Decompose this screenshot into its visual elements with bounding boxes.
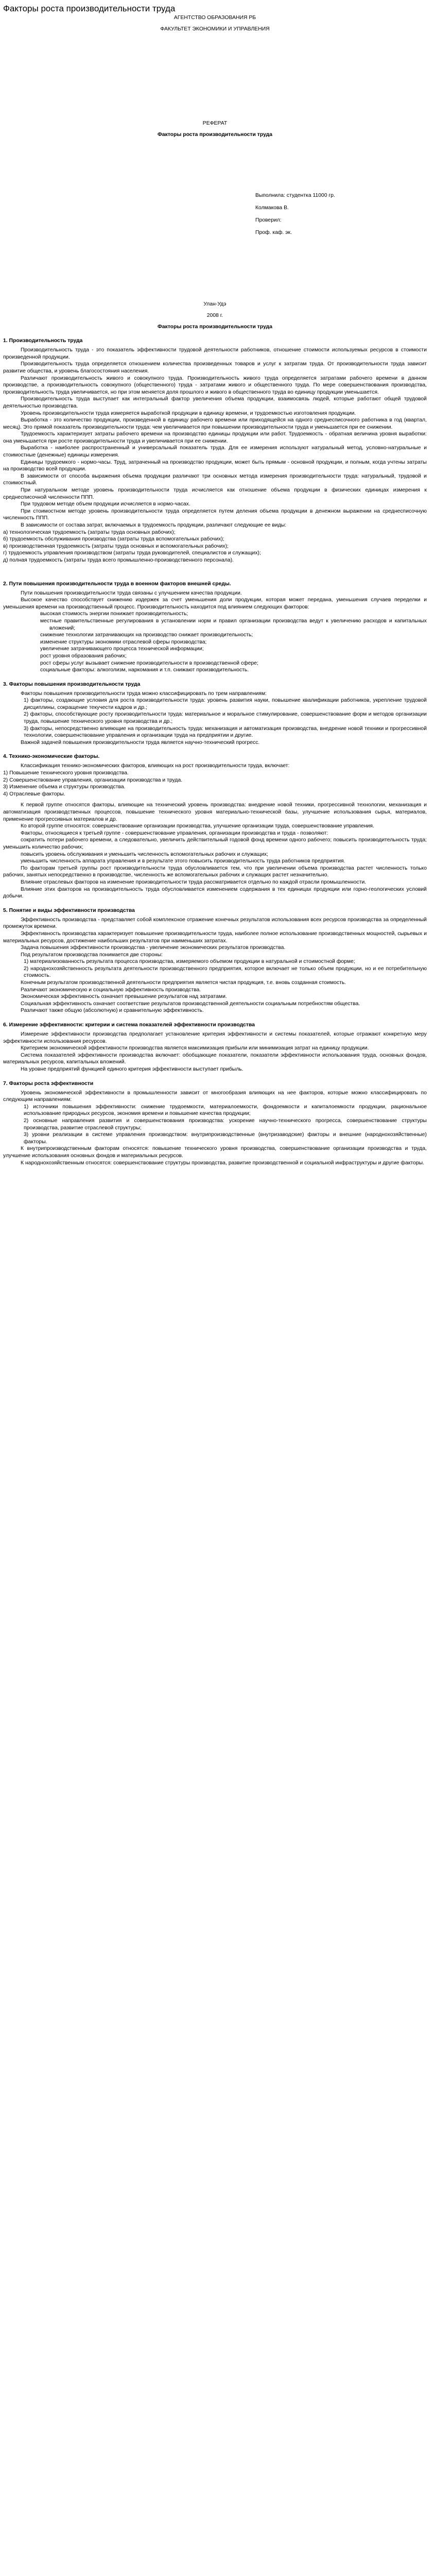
list-item: снижение технологии затрачивающих на производство снижает производительность;: [40, 632, 253, 638]
list-item: рост сферы услуг вызывает снижение производительности в производственной сфере;: [40, 660, 258, 666]
list-item: рост уровня образования рабочих;: [40, 653, 127, 659]
list-item: 3) факторы, непосредственно влияющие на производительность труда: механизация и автоматизация производства, внедрение новой техники и прогрессивной технологии, совершенствование управления и организации труда на предприятии и другие.: [24, 725, 427, 739]
section-title: 6. Измерение эффективности: критерии и система показателей эффективности производства: [3, 1022, 255, 1028]
essay-topic: Факторы роста производительности труда: [158, 131, 272, 138]
paragraph: Производительность труда выступает как интегральный фактор увеличения объема продукции, взаимосвязь людей, которые работают общей трудовой деятельностью производства.: [3, 396, 427, 409]
section-title: 5. Понятие и виды эффективности производства: [3, 907, 135, 913]
main-title: Факторы роста производительности труда: [158, 324, 272, 330]
paragraph: Единицы трудоемкого - нормо-часы. Труд, затраченный на производство продукции, может быть прямым - основной продукции, и полным, когда учтены затраты на производство всей продукции.: [3, 459, 427, 472]
section-title: 1. Производительность труда: [3, 338, 83, 344]
author-line: Колмакова В.: [255, 205, 289, 211]
paragraph: При стоимостном методе уровень производительности труда определяется путем деления объема продукции в денежном выражении на среднесписочную численность ППП.: [3, 508, 427, 521]
list-item: б) трудоемкость обслуживания производства (затраты труда вспомогательных рабочих);: [3, 536, 224, 543]
essay-type: РЕФЕРАТ: [202, 121, 228, 127]
list-item: 1) Повышение технического уровня производства.: [3, 770, 129, 776]
author-line: Проф. каф. эк.: [255, 230, 292, 236]
paragraph: Уровень экономической эффективности в промышленности зависит от многообразия влияющих на нее факторов, которые можно классифицировать по следующим направлениям:: [3, 1090, 427, 1103]
paragraph: По факторам третьей группы рост производительности труда обусловливается тем, что при увеличении объема производства растет численность только рабочих, занятых непосредственно в производстве, численность же вспомогательных рабочих и служащих растет незначительно.: [3, 865, 427, 878]
paragraph: Эффективность производства характеризует повышение производительности труда, наиболее полное использование производственных мощностей, сырьевых и материальных ресурсов, достижение наибольших результатов при наименьших затратах.: [3, 930, 427, 944]
paragraph: При натуральном методе уровень производительности труда исчисляется как отношение объема продукции в физических единицах измерения к среднесписочной численности ППП.: [3, 487, 427, 500]
list-item: 2) факторы, способствующие росту производительности труда: материальное и моральное стимулирование, совершенствование форм и методов организации труда, повышение технического уровня производства и др.;: [24, 711, 427, 725]
list-item: 2) Совершенствование управления, организации производства и труда.: [3, 777, 183, 783]
city: Улан-Удэ: [203, 301, 226, 308]
list-item: г) трудоемкость управления производством (затраты труда руководителей, специалистов и служащих);: [3, 550, 261, 556]
paragraph: Высокое качество способствует снижению издержек за счет уменьшения доли продукции, которая может передана, уменьшения случаев переделки и уменьшения времени на производственный процесс. Производительность находится под влиянием следующих факторов:: [3, 597, 427, 610]
paragraph: Влияние отраслевых факторов на изменение производительности труда рассматривается отдельно по каждой отрасли промышленности.: [21, 879, 367, 885]
paragraph: В зависимости от способа выражения объема продукции различают три основных метода измерения производительности труда: натуральный, трудовой и стоимостный.: [3, 473, 427, 486]
section-title: 4. Технико-экономические факторы.: [3, 754, 100, 760]
paragraph: уменьшить численность аппарата управления и в результате этого повысить производительность труда работников предприятия.: [21, 858, 345, 865]
list-item: в) производственная трудоемкость (затраты труда основных и вспомогательных рабочих);: [3, 543, 229, 549]
list-item: 1) факторы, создающие условия для роста производительности труда: уровень развития науки, повышение квалификации работников, укрепление трудовой дисциплины, сокращение текучести кадров и др.;: [24, 698, 427, 710]
faculty-line: ФАКУЛЬТЕТ ЭКОНОМИКИ И УПРАВЛЕНИЯ: [160, 26, 270, 32]
author-info: [255, 190, 436, 239]
paragraph: Выработка - это количество продукции, произведенной в единицу рабочего времени или приходящейся на одного среднесписочного работника в год (квартал, месяц). Это прямой показатель производительности труда: чем увеличивается при повышении производительности труда и уменьшается при ее снижении.: [3, 417, 427, 430]
paragraph: Трудоемкость характеризует затраты рабочего времени на производство единицы продукции или работ. Трудоемкость - обратная величина уровня выработки: она уменьшается при росте производительности труда и увеличивается при ее снижении.: [3, 431, 427, 444]
list-item: местные правительственные регулирования в установлении норм и правил организации производства ведут к увеличению расходов и капитальных вложений;: [40, 618, 427, 631]
list-item: 4) Отраслевые факторы.: [3, 791, 65, 797]
paragraph: Факторы повышения производительности труда можно классифицировать по трем направлениям:: [21, 690, 267, 697]
paragraph: Факторы, относящиеся к третьей группе - совершенствование управления, организации производства и труда - позволяют:: [21, 830, 328, 836]
list-item: а) технологическая трудоемкость (затраты труда основных рабочих);: [3, 529, 176, 535]
author-line: Проверил:: [255, 217, 282, 224]
paragraph: При трудовом методе объем продукции исчисляется в нормо-часах.: [21, 501, 190, 507]
list-item: 1) источники повышения эффективности: снижение трудоемкости, материалоемкости, фондоемкости и капиталоемкости продукции, рациональное использование природных ресурсов, экономия времени и повышение качества продукции;: [24, 1104, 427, 1117]
list-item: д) полная трудоемкость (затраты труда всего промышленно-производственного персонала).: [3, 557, 234, 563]
paragraph: Важной задачей повышения производительности труда является научно-технический прогресс.: [21, 739, 260, 745]
paragraph: Различают производительность живого и совокупного труда. Производительность живого труда определяется затратами рабочего времени в данном производстве, а производительность совокупного (общественного) труда - затратами живого и общественного труда. По мере совершенствования производства, производительность труда увеличивается, но при этом меняется доля прошлого и живого в общественного труда во единицу продукции уменьшается.: [3, 375, 427, 395]
paragraph: Влияние этих факторов на производительность труда обусловливается изменением содержания в тех единицах продукции или горно-геологических условий добычи.: [3, 886, 427, 900]
list-item: 2) основные направления развития и совершенствования производства: ускорение научно-технического прогресса, совершенствование структуры производства, развитие отраслевой структуры;: [24, 1117, 427, 1131]
document-heading: Факторы роста производительности труда: [3, 4, 176, 13]
paragraph: Выработка - наиболее распространенный и универсальный показатель труда. Для ее измерения используют натуральный метод, условно-натуральные и стоимостные (денежные) единицы измерения.: [3, 445, 427, 459]
paragraph: Критерием экономической эффективности производства является максимизация прибыли или минимизация затрат на единицу продукции.: [21, 1045, 369, 1052]
paragraph: Эффективность производства - представляет собой комплексное отражение конечных результатов использования всех ресурсов производства за определенный промежуток времени.: [3, 917, 427, 930]
paragraph: Под результатом производства понимается две стороны:: [21, 952, 163, 958]
list-item: социальные факторы: алкоголизм, наркомания и т.п. снижают производительность.: [40, 667, 249, 673]
paragraph: повысить уровень обслуживания и уменьшить численность вспомогательных рабочих и служащих;: [21, 851, 268, 857]
paragraph: Конечным результатом производственной деятельности предприятия является чистая продукция, т.е. вновь созданная стоимость.: [21, 980, 346, 986]
paragraph: В зависимости от состава затрат, включаемых в трудоемкость продукции, различают следующие ее виды:: [21, 522, 287, 528]
paragraph: сократить потери рабочего времени, а следовательно, увеличить действительный годовой фонд времени одного рабочего; повысить производительность труда; уменьшить количество рабочих;: [3, 837, 427, 850]
list-item: 1) материализованность результата процесса производства, измеряемого объемом продукции в натуральной и стоимостной форме;: [24, 959, 355, 965]
section-title: 3. Факторы повышения производительности труда: [3, 681, 141, 687]
paragraph: К внутрипроизводственным факторам относятся: повышение технического уровня производства, совершенствование организации производства и труда, улучшение использования основных фондов и материальных ресурсов.: [3, 1146, 427, 1159]
paragraph: Классификация технико-экономических факторов, влияющих на рост производительности труда, включает:: [21, 763, 290, 769]
paragraph: На уровне предприятий функцией единого критерия эффективности выступает прибыль.: [21, 1066, 243, 1072]
list-item: 3) Изменение объема и структуры производства.: [3, 784, 126, 790]
section-title: 2. Пути повышения производительности труда в военном факторов внешней среды.: [3, 581, 231, 587]
author-line: Выполнила: студентка 11000 гр.: [255, 193, 335, 199]
paragraph: Экономическая эффективность означает превышение результатов над затратами.: [21, 994, 227, 1000]
paragraph: Пути повышения производительности труда связаны с улучшением качества продукции.: [21, 590, 242, 596]
paragraph: Различают также общую (абсолютную) и сравнительную эффективность.: [21, 1008, 204, 1014]
list-item: изменение структуры экономики отраслевой сферы производства;: [40, 639, 207, 645]
list-item: 3) уровни реализации в системе управления производством: внутрипроизводственные (внутризаводские) факторы и внешние (народнохозяйственные) факторы.: [24, 1132, 427, 1145]
section-title: 7. Факторы роста эффективности: [3, 1080, 94, 1087]
list-item: увеличение затрачивающего процесса технической информации;: [40, 646, 204, 652]
paragraph: Производительность труда определяется отношением количества произведенных товаров и услуг к затратам труда. От производительности труда зависит развитие общества, и уровень благосостояния населения.: [3, 361, 427, 374]
agency-line: АГЕНТСТВО ОБРАЗОВАНИЯ РБ: [173, 15, 256, 21]
paragraph: Производительность труда - это показатель эффективности трудовой деятельности работников, отношение стоимости используемых ресурсов в стоимости произведенной продукции.: [3, 347, 427, 360]
paragraph: Ко второй группе относятся: совершенствование организации производства, улучшение организации труда, совершенствование управления.: [21, 823, 374, 829]
paragraph: Задача повышения эффективности производства - увеличение экономических результатов производства.: [21, 945, 286, 951]
list-item: высокая стоимость энергии понижает производительность;: [40, 611, 188, 617]
paragraph: Измерение эффективности производства предполагает установление критерия эффективности и системы показателей, которые отражают конкретную меру эффективности использования ресурсов.: [3, 1031, 427, 1044]
paragraph: Социальная эффективность означает соответствие результатов производственной деятельности социальным потребностям общества.: [21, 1001, 360, 1007]
list-item: 2) народнохозяйственность результата деятельности производственного предприятия, которое включает не только объем продукции, но и ее потребительную стоимость.: [24, 965, 427, 979]
paragraph: Уровень производительности труда измеряется выработкой продукции в единицу времени, и трудоемкостью изготовления продукции.: [21, 410, 356, 416]
paragraph: К первой группе относятся факторы, влияющие на технический уровень производства: внедрение новой техники, прогрессивной технологии, механизация и автоматизация производственных процессов, повышение технического уровня материально-технической базы, улучшение использования сырья, материалов, применение прогрессивных материалов и др.: [3, 802, 427, 822]
document-page: [0, 0, 436, 1166]
paragraph: К народнохозяйственным относятся: совершенствование структуры производства, развитие производственной и социальной инфраструктуры и другие факторы.: [21, 1160, 425, 1166]
year: 2008 г.: [206, 312, 223, 318]
paragraph: Различают экономическую и социальную эффективность производства.: [21, 987, 201, 993]
paragraph: Система показателей эффективности производства включает: обобщающие показатели, показатели эффективности использования труда, основных фондов, материальных ресурсов, капитальных вложений.: [3, 1052, 427, 1065]
